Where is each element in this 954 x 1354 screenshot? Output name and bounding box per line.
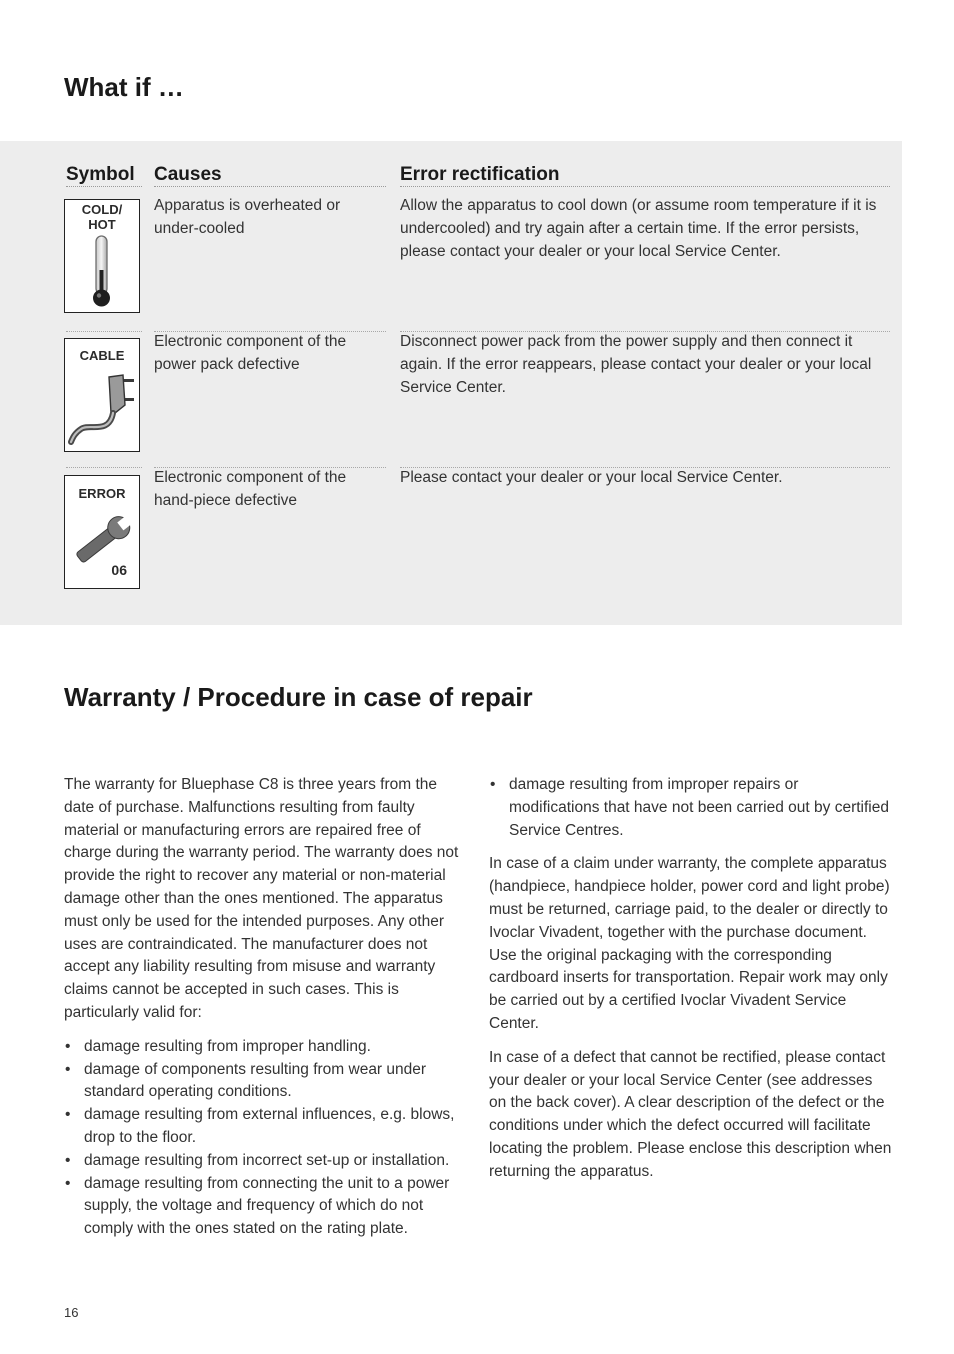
power-plug-icon xyxy=(65,339,139,451)
error-code: 06 xyxy=(111,562,127,578)
list-item: • damage resulting from incorrect set-up or installation. xyxy=(64,1150,464,1173)
symbol-label: CABLE xyxy=(79,348,125,363)
header-causes: Causes xyxy=(154,164,386,187)
symbol-label: ERROR xyxy=(78,486,126,501)
fix-row-2: Disconnect power pack from the power supply and then connect it again. If the error reappears, please contact your dealer or your local Service Center. xyxy=(400,333,872,396)
symbol-cold-hot xyxy=(64,199,140,313)
cause-row-2: Electronic component of the power pack defective xyxy=(154,333,347,373)
fix-row-1: Allow the apparatus to cool down (or assume room temperature if it is undercooled) and try again after a certain time. If the error persists, please contact your dealer or your local Service Center. xyxy=(400,197,877,260)
warranty-left-column xyxy=(64,774,464,1252)
cause-row-1: Apparatus is overheated or under-cooled xyxy=(154,197,341,237)
wrench-icon xyxy=(65,476,139,588)
page-number: 16 xyxy=(64,1305,79,1320)
header-error-rectification: Error rectification xyxy=(400,164,890,187)
row-divider xyxy=(66,331,142,332)
header-symbol: Symbol xyxy=(66,164,142,187)
damage-list-continued xyxy=(489,774,893,842)
defect-paragraph: In case of a defect that cannot be rectified, please contact your dealer or your local Service Center (see addresses on the back cover). A clear description of the defect or the conditions under which the defect occurred will facilitate locating the problem. Please enclose this description when returning the apparatus. xyxy=(489,1048,892,1180)
row-divider xyxy=(66,467,142,468)
warranty-intro: The warranty for Bluephase C8 is three years from the date of purchase. Malfunctions resulting from faulty material or manufacturing errors are repaired free of charge during the warranty period. The warranty does not provide the right to recover any material or non-material damage other than the ones mentioned. The apparatus must only be used for the intended purposes. Any other uses are contraindicated. The manufacturer does not accept any liability resulting from misuse and warranty claims cannot be accepted in such cases. This is particularly valid for: xyxy=(64,776,459,1021)
symbol-error-06 xyxy=(64,475,140,589)
damage-list xyxy=(64,1036,464,1241)
cause-row-3: Electronic component of the hand-piece defective xyxy=(154,469,347,509)
page-title-warranty: Warranty / Procedure in case of repair xyxy=(64,682,533,712)
list-item: • damage of components resulting from wear under standard operating conditions. xyxy=(64,1059,464,1105)
fix-row-3: Please contact your dealer or your local Service Center. xyxy=(400,469,783,486)
list-item: • damage resulting from connecting the unit to a power supply, the voltage and frequency of which do not comply with the ones stated on the rating plate. xyxy=(64,1173,464,1241)
list-item: • damage resulting from improper repairs or modifications that have not been carried out by certified Service Centres. xyxy=(489,774,893,842)
symbol-cable xyxy=(64,338,140,452)
warranty-right-column xyxy=(489,774,893,1195)
symbol-label: COLD/ HOT xyxy=(81,202,123,232)
list-item: • damage resulting from improper handling. xyxy=(64,1036,464,1059)
list-item: • damage resulting from external influences, e.g. blows, drop to the floor. xyxy=(64,1104,464,1150)
page-title-what-if: What if … xyxy=(64,72,184,102)
thermometer-icon xyxy=(65,200,139,312)
claim-paragraph: In case of a claim under warranty, the complete apparatus (handpiece, handpiece holder, power cord and light probe) must be returned, carriage paid, to the dealer or directly to Ivoclar Vivadent, together with the purchase document. Use the original packaging with the corresponding cardboard inserts for transportation. Repair work may only be carried out by a certified Ivoclar Vivadent Service Center. xyxy=(489,855,890,1032)
